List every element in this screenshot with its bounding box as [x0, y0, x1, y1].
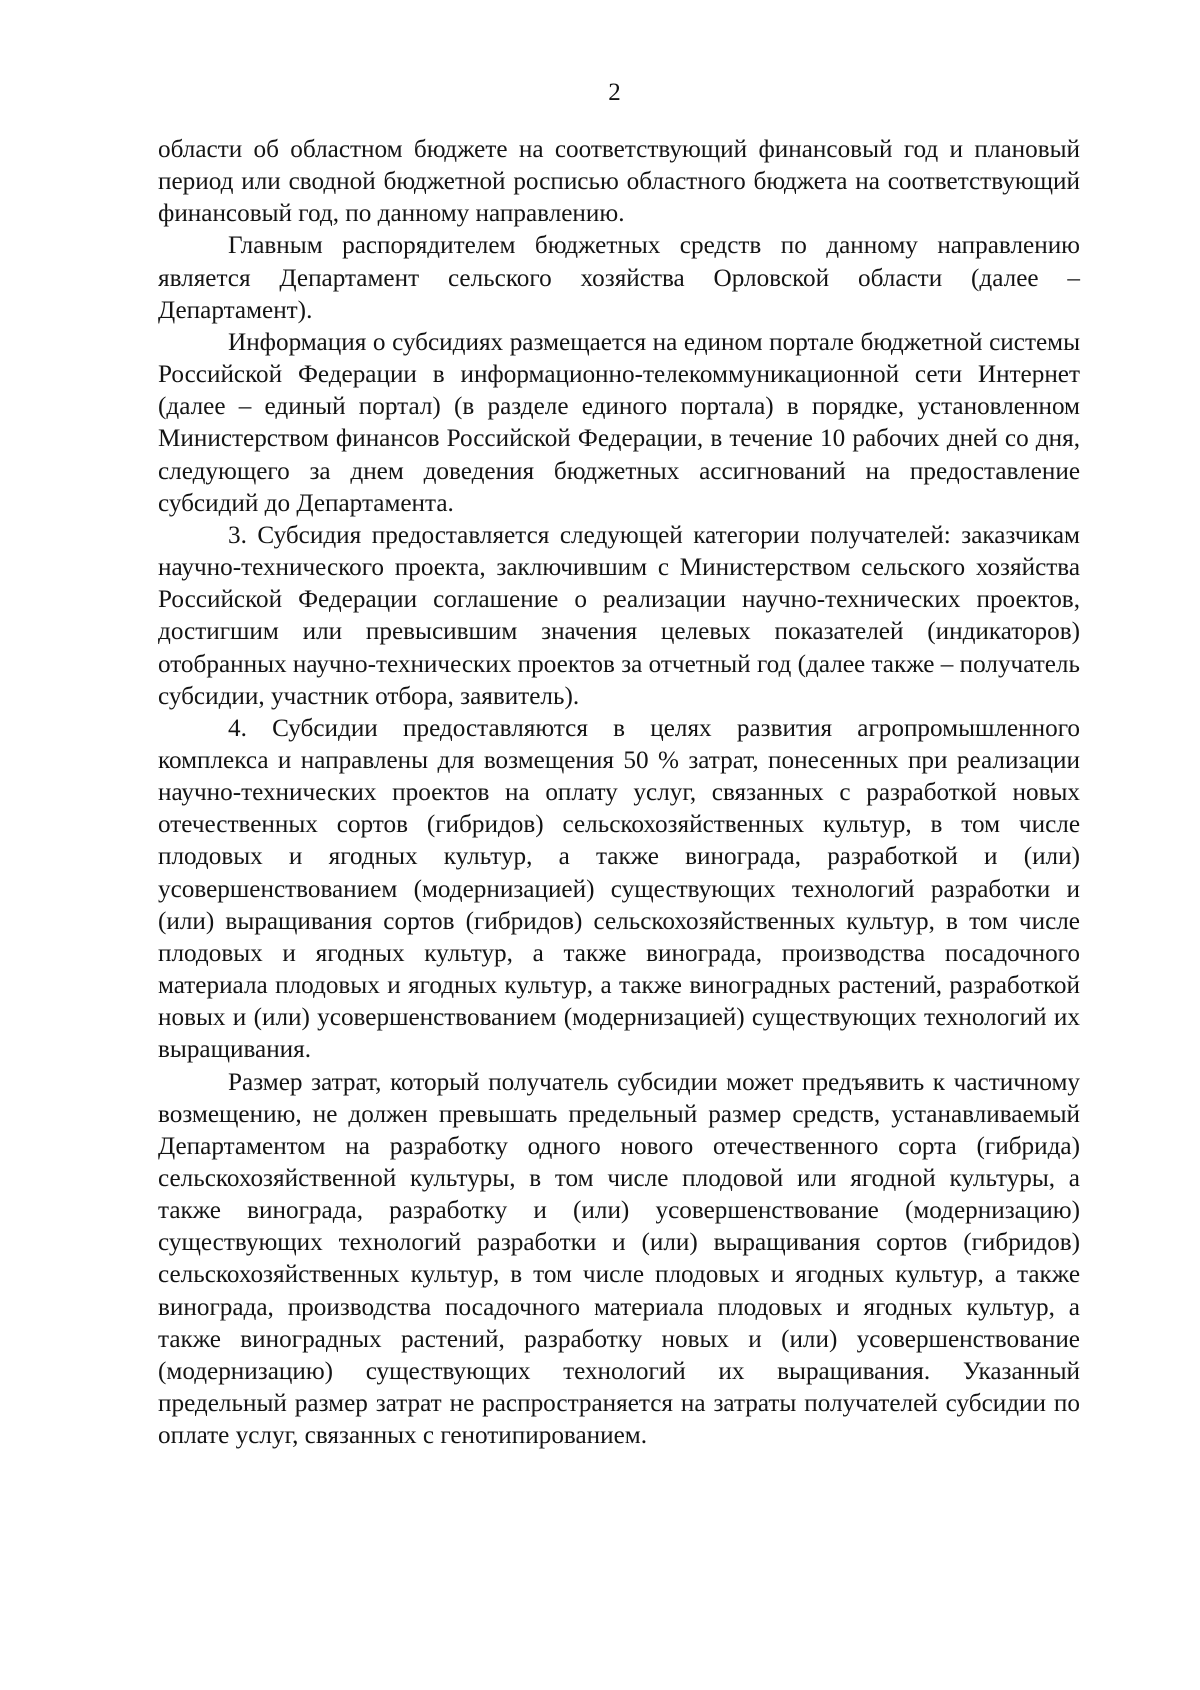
paragraph-item-4-purpose: 4. Субсидии предоставляются в целях развития агропромышленного комплекса и направлены для возмещения 50 % затрат, понесенных при реализации научно-технических проектов на оплату услуг, связанных с разработкой новых отечественных сортов (гибридов) сельскохозяйственных культур, в том числе плодовых и ягодных культур, а также винограда, разработкой и (или) усовершенствованием (модернизацией) существующих технологий разработки и (или) выращивания сортов (гибридов) сельскохозяйственных культур, в том числе плодовых и ягодных культур, а также винограда, производства посадочного материала плодовых и ягодных культур, а также виноградных растений, разработкой новых и (или) усовершенствованием (модернизацией) существующих технологий их выращивания.	[158, 714, 1080, 1064]
paragraph-budget-law-continuation: области об областном бюджете на соответствующий финансовый год и плановый период или сводной бюджетной росписью областного бюджета на соответствующий финансовый год, по данному направлению.	[158, 136, 1080, 228]
page-number: 2	[608, 79, 621, 106]
paragraph-cost-limit: Размер затрат, который получатель субсидии может предъявить к частичному возмещению, не должен превышать предельный размер средств, устанавливаемый Департаментом на разработку одного нового отечественного сорта (гибрида) сельскохозяйственной культуры, в том числе плодовой или ягодной культуры, а также винограда, разработку и (или) усовершенствование (модернизацию) существующих технологий разработки и (или) выращивания сортов (гибридов) сельскохозяйственных культур, в том числе плодовых и ягодных культур, а также винограда, производства посадочного материала плодовых и ягодных культур, а также виноградных растений, разработку новых и (или) усовершенствование (модернизацию) существующих технологий их выращивания. Указанный предельный размер затрат не распространяется на затраты получателей субсидии по оплате услуг, связанных с генотипированием.	[158, 1068, 1080, 1450]
document-body	[158, 134, 1080, 1452]
paragraph-item-3-recipients: 3. Субсидия предоставляется следующей категории получателей: заказчикам научно-технического проекта, заключившим с Министерством сельского хозяйства Российской Федерации соглашение о реализации научно-технических проектов, достигшим или превысившим значения целевых показателей (индикаторов) отобранных научно-технических проектов за отчетный год (далее также – получатель субсидии, участник отбора, заявитель).	[158, 521, 1080, 710]
paragraph-chief-budget-administrator: Главным распорядителем бюджетных средств по данному направлению является Департамент сельского хозяйства Орловской области (далее – Департамент).	[158, 232, 1080, 324]
paragraph-portal-information: Информация о субсидиях размещается на едином портале бюджетной системы Российской Федерации в информационно-телекоммуникационной сети Интернет (далее – единый портал) (в разделе единого портала) в порядке, установленном Министерством финансов Российской Федерации, в течение 10 рабочих дней со дня, следующего за днем доведения бюджетных ассигнований на предоставление субсидий до Департамента.	[158, 328, 1080, 517]
